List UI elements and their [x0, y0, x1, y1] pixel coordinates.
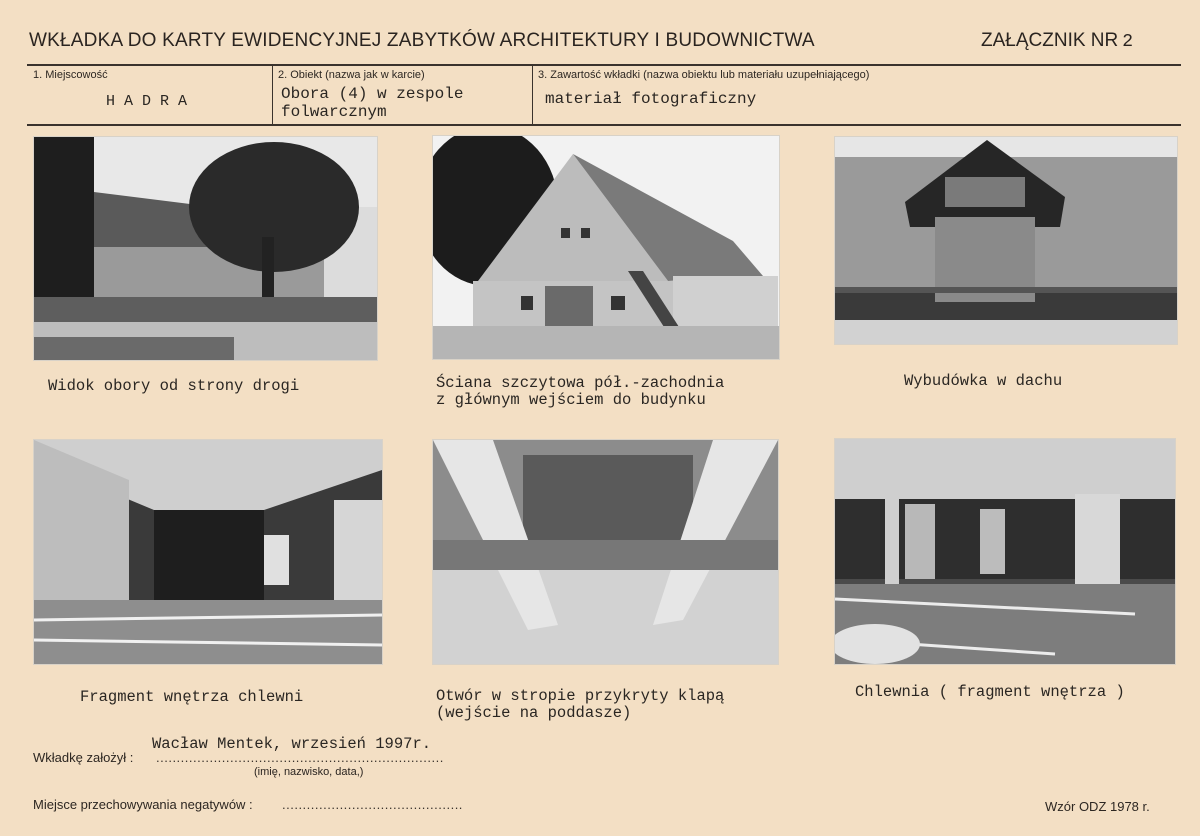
- object-value-line1: Obora (4) w zespole: [281, 85, 464, 103]
- caption-photo-4: Fragment wnętrza chlewni: [80, 688, 304, 706]
- bottom-rule: [27, 124, 1181, 126]
- photo-gable-wall-image: [433, 136, 779, 359]
- photo-ceiling-hatch: [432, 439, 779, 665]
- content-label: 3. Zawartość wkładki (nazwa obiektu lub materiału uzupełniającego): [538, 69, 870, 81]
- top-rule: [27, 64, 1181, 66]
- photo-gable-wall: [432, 135, 780, 360]
- photo-barn-road-view-image: [34, 137, 377, 360]
- photo-ceiling-hatch-image: [433, 440, 778, 664]
- photo-pigsty-fragment-image: [835, 439, 1175, 664]
- author-label: Wkładkę założył :: [33, 750, 134, 765]
- content-value: materiał fotograficzny: [545, 90, 757, 108]
- photo-pigsty-interior: [33, 439, 383, 665]
- negatives-dots: ............................................: [282, 797, 463, 812]
- caption-photo-2: Ściana szczytowa pół.-zachodnia z głównym wejściem do budynku: [436, 374, 725, 409]
- divider-1: [272, 65, 273, 124]
- caption-photo-5: Otwór w stropie przykryty klapą (wejście na poddasze): [436, 687, 725, 722]
- object-label: 2. Obiekt (nazwa jak w karcie): [278, 69, 425, 81]
- photo-barn-road-view: [33, 136, 378, 361]
- negatives-label: Miejsce przechowywania negatywów :: [33, 797, 253, 812]
- author-dots: ......................................................................: [156, 750, 444, 765]
- divider-2: [532, 65, 533, 124]
- author-value: Wacław Mentek, wrzesień 1997r.: [152, 735, 432, 753]
- annex-label: [981, 30, 1133, 52]
- author-hint: (imię, nazwisko, data,): [254, 766, 364, 778]
- locality-value: H A D R A: [106, 93, 188, 110]
- photo-roof-dormer: [834, 136, 1178, 345]
- annex-label-text: ZAŁĄCZNIK NR: [981, 30, 1119, 51]
- caption-photo-3: Wybudówka w dachu: [904, 372, 1063, 390]
- annex-number: 2: [1122, 32, 1134, 52]
- photo-pigsty-fragment: [834, 438, 1176, 665]
- caption-photo-6: Chlewnia ( fragment wnętrza ): [855, 683, 1125, 701]
- object-value-line2: folwarcznym: [281, 103, 387, 121]
- locality-label: 1. Miejscowość: [33, 69, 108, 81]
- photo-roof-dormer-image: [835, 137, 1177, 344]
- form-id: Wzór ODZ 1978 r.: [1045, 799, 1150, 814]
- photo-pigsty-interior-image: [34, 440, 382, 664]
- form-title: WKŁADKA DO KARTY EWIDENCYJNEJ ZABYTKÓW ARCHITEKTURY I BUDOWNICTWA: [29, 30, 815, 51]
- caption-photo-1: Widok obory od strony drogi: [48, 377, 300, 395]
